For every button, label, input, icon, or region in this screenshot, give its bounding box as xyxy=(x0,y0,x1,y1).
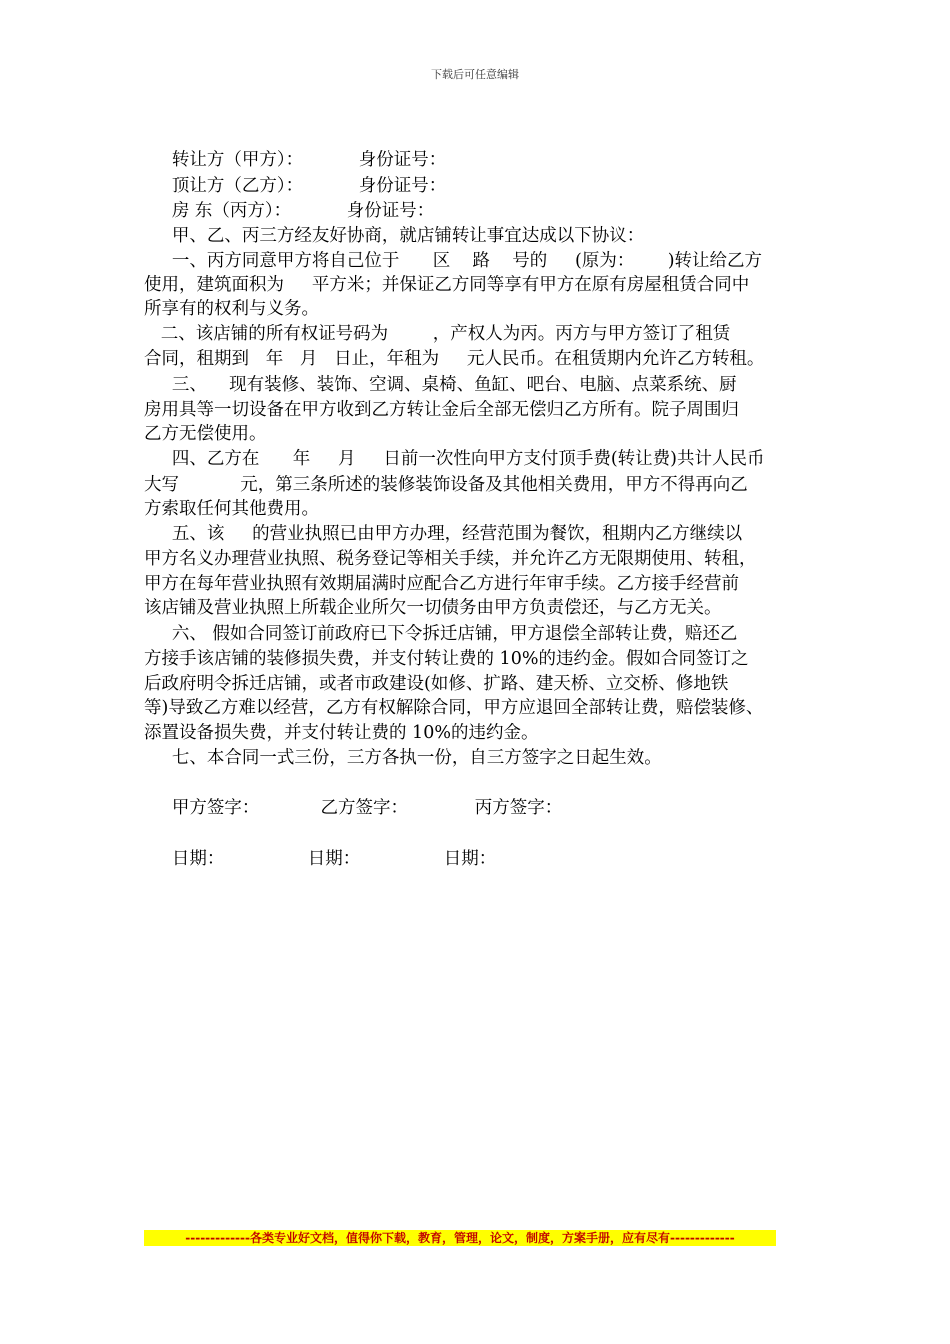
paragraph-line: 房 东（丙方）： 身份证号： xyxy=(144,201,435,221)
date-line: 日期： 日期： 日期： xyxy=(144,849,497,869)
paragraph-line: 方索取任何其他费用。 xyxy=(144,499,319,519)
paragraph-line: 该店铺及营业执照上所载企业所欠一切债务由甲方负责偿还，与乙方无关。 xyxy=(144,598,722,618)
paragraph-line: 甲方在每年营业执照有效期届满时应配合乙方进行年审手续。乙方接手经营前 xyxy=(144,574,739,594)
paragraph-line: 四、乙方在 年 月 日前一次性向甲方支付顶手费(转让费)共计人民币 xyxy=(144,449,765,469)
paragraph-line: 乙方无偿使用。 xyxy=(144,424,267,444)
paragraph-line: 六、 假如合同签订前政府已下令拆迁店铺，甲方退偿全部转让费，赔还乙 xyxy=(144,624,738,644)
paragraph-line: 大写 元，第三条所述的装修装饰设备及其他相关费用，甲方不得再向乙 xyxy=(144,475,748,495)
paragraph-line: 合同，租期到 年 月 日止，年租为 元人民币。在租赁期内允许乙方转租。 xyxy=(144,349,765,369)
promo-banner: -------------各类专业好文档，值得你下载，教育，管理，论文，制度，方案手册，应有尽有------------- xyxy=(144,1230,776,1246)
paragraph-line: 方接手该店铺的装修损失费，并支付转让费的 10%的违约金。假如合同签订之 xyxy=(144,649,749,669)
paragraph-line: 等)导致乙方难以经营，乙方有权解除合同，甲方应退回全部转让费，赔偿装修、 xyxy=(144,698,764,718)
paragraph-line: 顶让方（乙方）： 身份证号： xyxy=(144,176,447,196)
paragraph-line: 五、该 的营业执照已由甲方办理，经营范围为餐饮，租期内乙方继续以 xyxy=(144,524,743,544)
paragraph-line: 甲、乙、丙三方经友好协商，就店铺转让事宜达成以下协议： xyxy=(144,226,645,246)
paragraph-line: 使用，建筑面积为 平方米；并保证乙方同等享有甲方在原有房屋租赁合同中 xyxy=(144,275,750,295)
signature-line: 甲方签字： 乙方签字： 丙方签字： xyxy=(144,798,563,818)
paragraph-line: 二、该店铺的所有权证号码为 ，产权人为丙。丙方与甲方签订了租赁 xyxy=(144,324,731,344)
paragraph-line: 房用具等一切设备在甲方收到乙方转让金后全部无偿归乙方所有。院子周围归 xyxy=(144,400,739,420)
paragraph-line: 一、丙方同意甲方将自己位于 区 路 号的 (原为： )转让给乙方 xyxy=(144,251,763,271)
page-header: 下载后可任意编辑 xyxy=(431,68,519,81)
paragraph-line: 后政府明令拆迁店铺，或者市政建设(如修、扩路、建天桥、立交桥、修地铁 xyxy=(144,674,729,694)
paragraph-line: 添置设备损失费，并支付转让费的 10%的违约金。 xyxy=(144,723,539,743)
paragraph-line: 三、 现有装修、装饰、空调、桌椅、鱼缸、吧台、电脑、点菜系统、厨 xyxy=(144,375,737,395)
paragraph-line: 七、本合同一式三份，三方各执一份，自三方签字之日起生效。 xyxy=(144,748,662,768)
paragraph-line: 甲方名义办理营业执照、税务登记等相关手续，并允许乙方无限期使用、转租， xyxy=(144,549,757,569)
paragraph-line: 所享有的权利与义务。 xyxy=(144,299,319,319)
paragraph-line: 转让方（甲方）： 身份证号： xyxy=(144,150,447,170)
